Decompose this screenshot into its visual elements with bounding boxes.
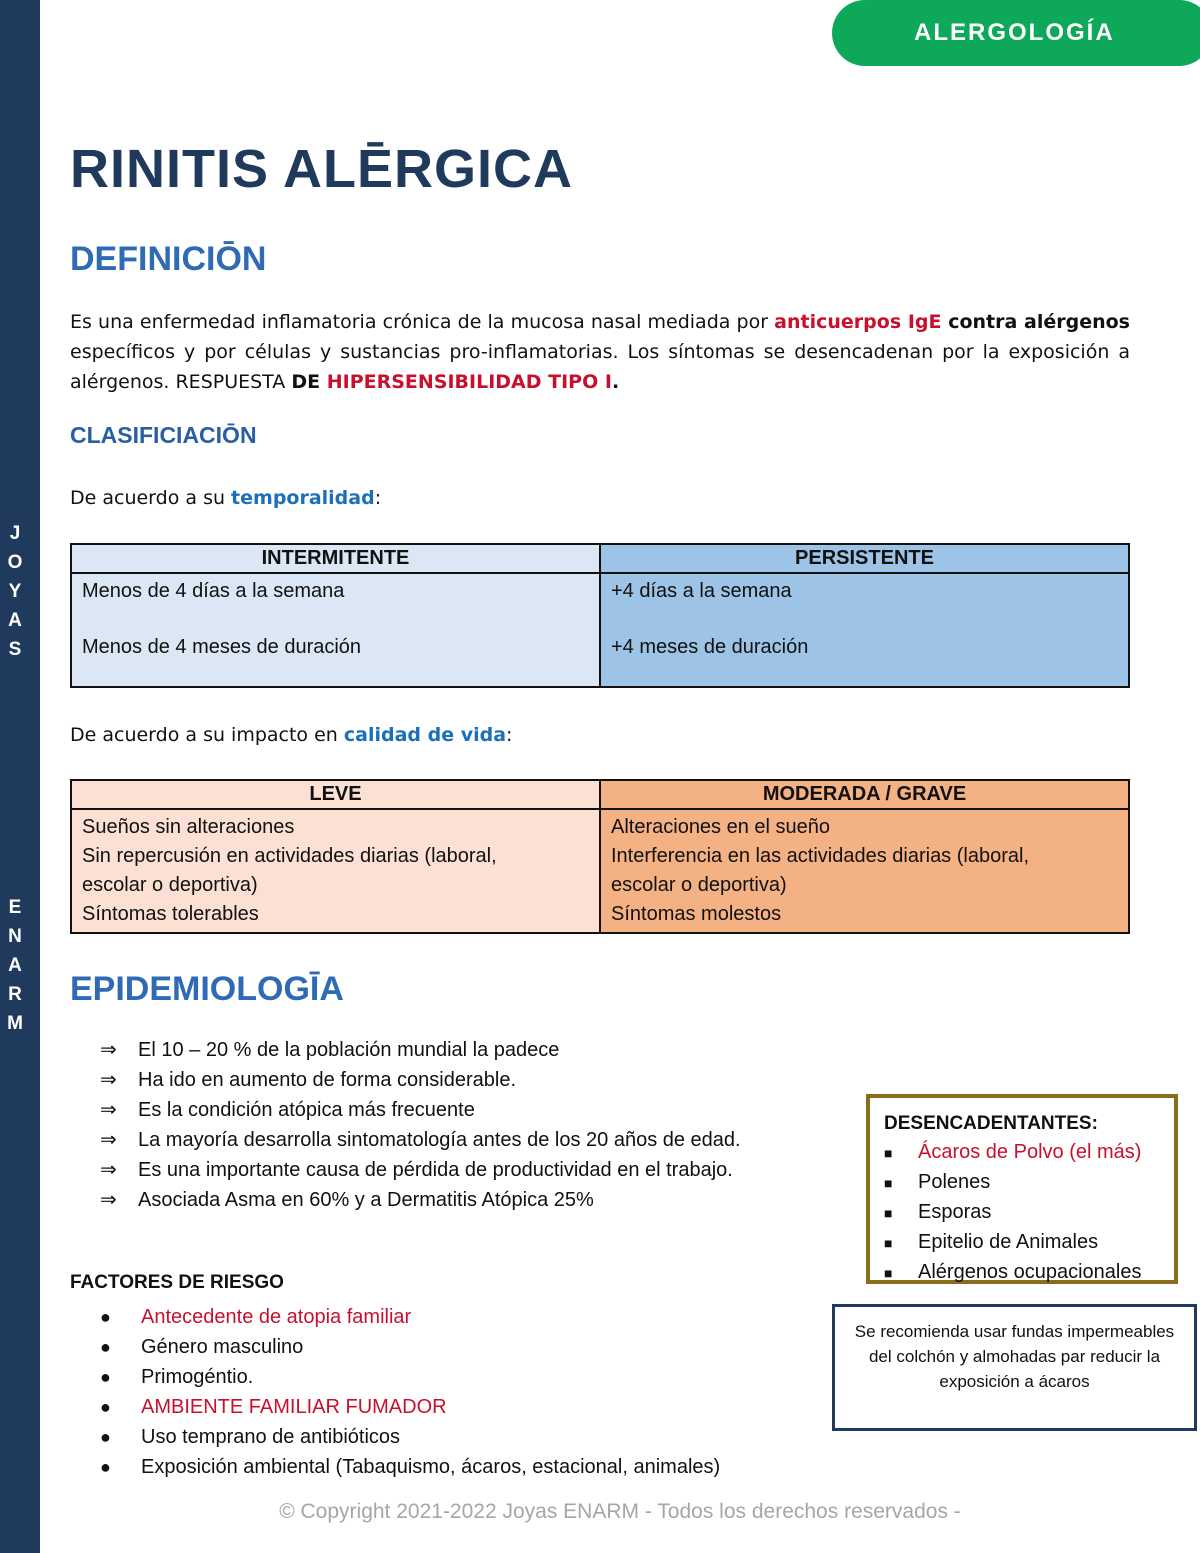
list-item	[100, 1302, 720, 1332]
square-bullet-icon: ■	[884, 1265, 893, 1281]
risk-factors-title: FACTORES DE RIESGO	[70, 1272, 284, 1293]
table-header: PERSISTENTE	[600, 544, 1129, 573]
intro-text: De acuerdo a su	[70, 487, 232, 509]
definition-heading: DEFINICIŌN	[70, 240, 267, 278]
arrow-icon: ⇒	[100, 1069, 117, 1091]
bullet-icon: ●	[100, 1337, 111, 1357]
cell-line: Síntomas molestos	[611, 903, 782, 925]
arrow-icon: ⇒	[100, 1039, 117, 1061]
list-item-text: Es una importante causa de pérdida de productividad en el trabajo.	[138, 1159, 733, 1181]
epidemiology-list	[100, 1035, 741, 1215]
cell-line: Sueños sin alteraciones	[82, 816, 295, 838]
intro-text: De acuerdo a su impacto en	[70, 724, 344, 746]
list-item	[100, 1185, 741, 1215]
cell-line: Alteraciones en el sueño	[611, 816, 831, 838]
sidebar-letter: M	[7, 1013, 23, 1034]
copyright-footer: © Copyright 2021-2022 Joyas ENARM - Todos los derechos reservados -	[279, 1500, 961, 1523]
list-item-text: Uso temprano de antibióticos	[141, 1426, 401, 1448]
table-cell	[71, 573, 600, 687]
list-item-text: Antecedente de atopia familiar	[141, 1306, 412, 1328]
definition-bold: DE	[291, 371, 327, 393]
list-item	[100, 1095, 741, 1125]
list-item-text: Ácaros de Polvo (el más)	[918, 1141, 1142, 1163]
list-item	[100, 1422, 720, 1452]
square-bullet-icon: ■	[884, 1235, 893, 1251]
table-header: MODERADA / GRAVE	[600, 780, 1129, 809]
list-item	[884, 1138, 1160, 1168]
temporal-table	[70, 543, 1130, 688]
sidebar-letter: Y	[8, 581, 22, 602]
sidebar-letter: R	[8, 984, 22, 1005]
list-item-text: Ha ido en aumento de forma considerable.	[138, 1069, 517, 1091]
list-item-text: Esporas	[918, 1201, 992, 1223]
cell-line: Menos de 4 días a la semana	[82, 580, 345, 602]
list-item-text: Género masculino	[141, 1336, 304, 1358]
table-cell	[71, 809, 600, 933]
triggers-list	[884, 1138, 1160, 1288]
intro-text: :	[374, 487, 382, 509]
left-sidebar-bar	[0, 0, 40, 1553]
intro-keyword: temporalidad	[231, 487, 375, 509]
table-cell	[600, 809, 1129, 933]
arrow-icon: ⇒	[100, 1159, 117, 1181]
definition-end: .	[611, 371, 620, 393]
bullet-icon: ●	[100, 1307, 111, 1327]
cell-line: +4 meses de duración	[611, 636, 809, 658]
bullet-icon: ●	[100, 1457, 111, 1477]
triggers-box	[866, 1094, 1178, 1284]
list-item	[100, 1332, 720, 1362]
list-item	[884, 1198, 1160, 1228]
list-item	[100, 1035, 741, 1065]
list-item-text: Es la condición atópica más frecuente	[138, 1099, 475, 1121]
sidebar-letter: J	[9, 523, 21, 544]
cell-line: Síntomas tolerables	[82, 903, 259, 925]
bullet-icon: ●	[100, 1397, 111, 1417]
square-bullet-icon: ■	[884, 1205, 893, 1221]
list-item	[100, 1392, 720, 1422]
sidebar-letter: A	[8, 955, 22, 976]
definition-highlight: anticuerpos IgE	[774, 311, 942, 333]
sidebar-brand-joyas	[0, 519, 30, 664]
cell-line: escolar o deportiva)	[611, 874, 787, 896]
arrow-icon: ⇒	[100, 1099, 117, 1121]
epidemiology-heading: EPIDEMIOLOGĪA	[70, 970, 344, 1008]
intro-keyword: calidad de vida	[343, 724, 507, 746]
page-title: RINITIS ALĒRGICA	[70, 139, 574, 199]
square-bullet-icon: ■	[884, 1145, 893, 1161]
definition-paragraph	[70, 307, 1130, 397]
list-item	[100, 1065, 741, 1095]
list-item-text: AMBIENTE FAMILIAR FUMADOR	[141, 1396, 447, 1418]
classification-heading: CLASIFICIACIŌN	[70, 422, 257, 448]
definition-bold: contra alérgenos	[941, 311, 1130, 333]
list-item-text: Asociada Asma en 60% y a Dermatitis Atópica 25%	[138, 1189, 594, 1211]
list-item	[100, 1452, 720, 1482]
list-item-text: El 10 – 20 % de la población mundial la padece	[138, 1039, 560, 1061]
arrow-icon: ⇒	[100, 1189, 117, 1211]
sidebar-brand-enarm	[0, 893, 30, 1038]
sidebar-letter: O	[7, 552, 23, 573]
definition-text: específicos y por células y sustancias pro-inflamatorias. Los síntomas se desencadenan por la exposición a alérgenos. RESPUESTA	[70, 341, 1130, 393]
definition-text: Es una enfermedad inflamatoria crónica de la mucosa nasal mediada por	[70, 311, 775, 333]
list-item-text: Exposición ambiental (Tabaquismo, ácaros, estacional, animales)	[141, 1456, 721, 1478]
temporal-intro	[70, 487, 381, 509]
list-item	[884, 1258, 1160, 1288]
list-item	[100, 1125, 741, 1155]
table-header: LEVE	[71, 780, 600, 809]
sidebar-letter: N	[8, 926, 22, 947]
list-item-text: La mayoría desarrolla sintomatología antes de los 20 años de edad.	[138, 1129, 741, 1151]
sidebar-letter: S	[8, 639, 22, 660]
impact-intro	[70, 724, 512, 746]
cell-line: Menos de 4 meses de duración	[82, 636, 362, 658]
intro-text: :	[506, 724, 513, 746]
list-item	[100, 1362, 720, 1392]
bullet-icon: ●	[100, 1427, 111, 1447]
risk-factors-list	[100, 1302, 720, 1482]
list-item-text: Alérgenos ocupacionales	[918, 1261, 1142, 1283]
list-item-text: Epitelio de Animales	[918, 1231, 1099, 1253]
list-item-text: Primogéntio.	[141, 1366, 254, 1388]
cell-line: +4 días a la semana	[611, 580, 792, 602]
triggers-title: DESENCADENTANTES:	[884, 1113, 1098, 1134]
specialty-tag: ALERGOLOGÍA	[832, 0, 1200, 66]
cell-line: escolar o deportiva)	[82, 874, 258, 896]
recommendation-box: Se recomienda usar fundas impermeables del colchón y almohadas par reducir la exposición a ácaros	[832, 1304, 1197, 1431]
definition-highlight: HIPERSENSIBILIDAD TIPO I	[326, 371, 612, 393]
list-item	[100, 1155, 741, 1185]
table-cell	[600, 573, 1129, 687]
table-header: INTERMITENTE	[71, 544, 600, 573]
sidebar-letter: A	[8, 610, 22, 631]
cell-line: Sin repercusión en actividades diarias (laboral,	[82, 845, 497, 867]
square-bullet-icon: ■	[884, 1175, 893, 1191]
list-item	[884, 1228, 1160, 1258]
impact-table	[70, 779, 1130, 934]
cell-line: Interferencia en las actividades diarias (laboral,	[611, 845, 1029, 867]
bullet-icon: ●	[100, 1367, 111, 1387]
arrow-icon: ⇒	[100, 1129, 117, 1151]
list-item	[884, 1168, 1160, 1198]
list-item-text: Polenes	[918, 1171, 991, 1193]
sidebar-letter: E	[8, 897, 22, 918]
